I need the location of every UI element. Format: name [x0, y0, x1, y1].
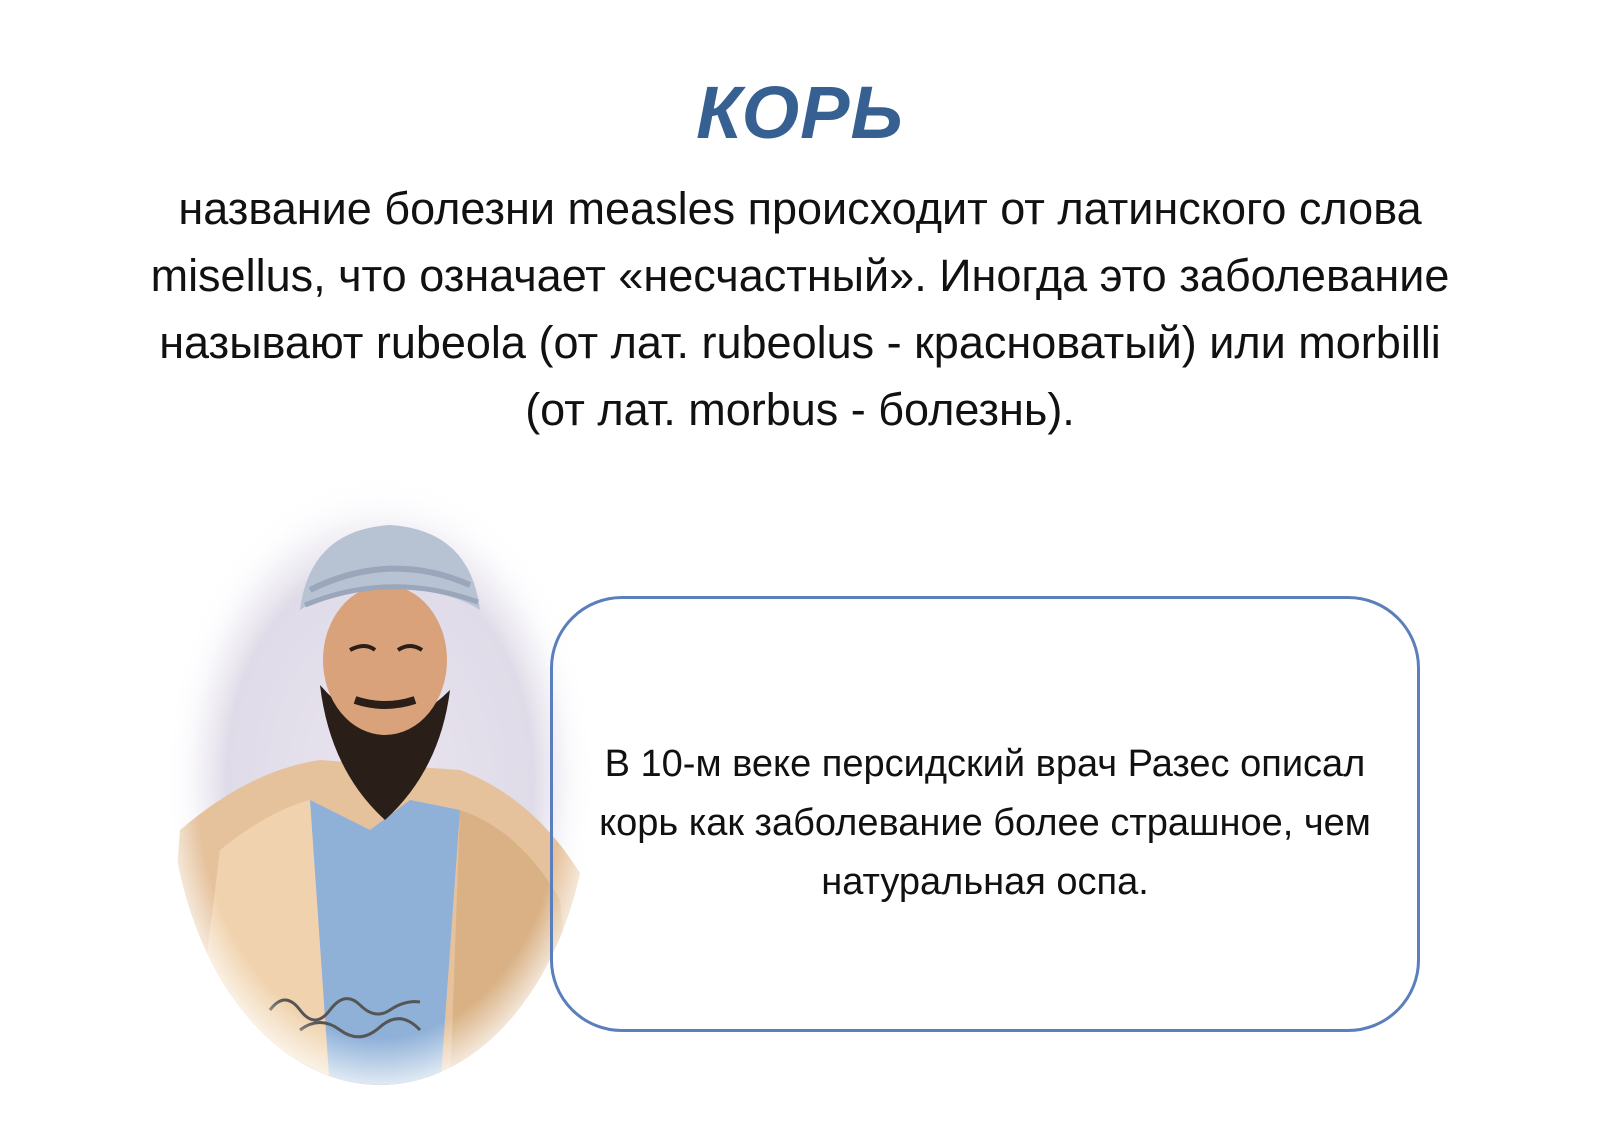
callout-text: В 10-м веке персидский врач Разес описал корь как заболевание более страшное, чем натуральная оспа. — [599, 743, 1371, 903]
slide-title: КОРЬ — [696, 71, 904, 154]
rhazes-portrait — [160, 470, 600, 1090]
intro-text: название болезни measles происходит от латинского слова misellus, что означает «несчастный». Иногда это заболевание называют rubeola (от лат. rubeolus - красноватый) или morbilli (от лат. morbus - болезнь). — [150, 183, 1450, 435]
